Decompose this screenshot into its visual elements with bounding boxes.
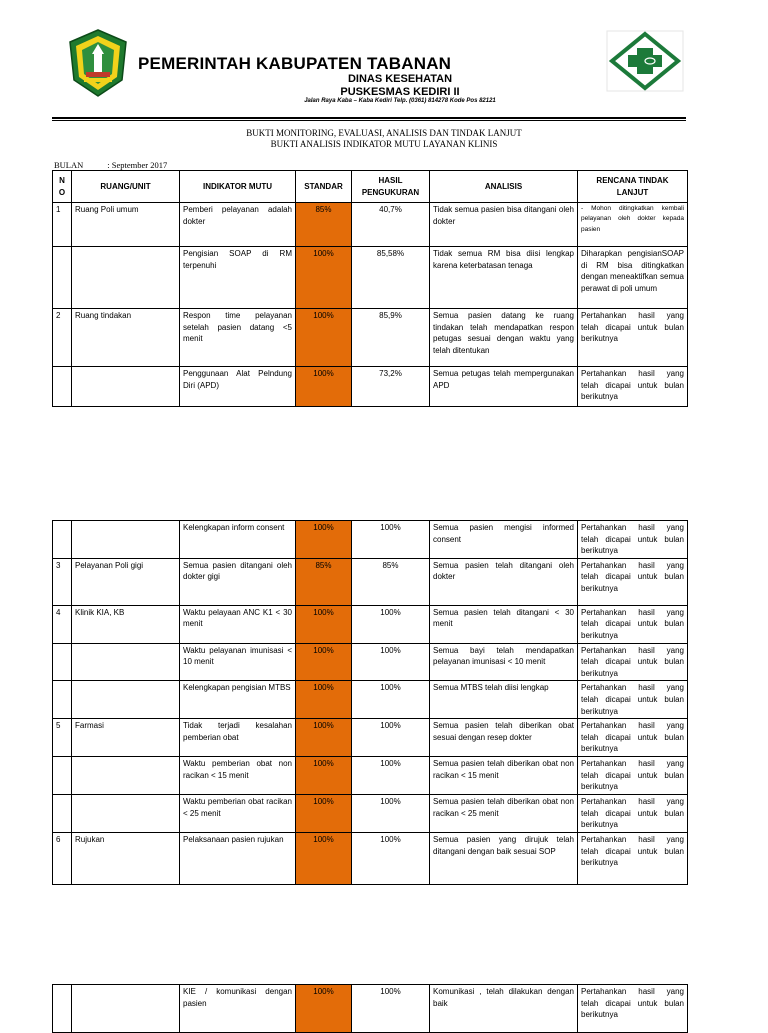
row-no: 3	[53, 558, 72, 605]
table-row	[53, 719, 688, 757]
row-standard: 100%	[296, 247, 352, 309]
address-line: Jalan Raya Kaba – Kaba Kediri Telp. (0361) 814278 Kode Pos 82121	[304, 98, 496, 104]
row-standard: 100%	[296, 719, 352, 757]
table-row	[53, 832, 688, 884]
row-plan: Pertahankan hasil yang telah dicapai untuk bulan berikutnya	[578, 719, 688, 757]
table-row	[53, 985, 688, 1033]
row-unit	[72, 757, 180, 795]
row-result: 100%	[352, 757, 430, 795]
row-plan: Pertahankan hasil yang telah dicapai untuk bulan berikutnya	[578, 794, 688, 832]
row-result: 100%	[352, 681, 430, 719]
row-standard: 100%	[296, 367, 352, 407]
table-row	[53, 794, 688, 832]
row-result: 100%	[352, 521, 430, 559]
row-plan: Pertahankan hasil yang telah dicapai untuk bulan berikutnya	[578, 681, 688, 719]
document-title-1: BUKTI MONITORING, EVALUASI, ANALISIS DAN TINDAK LANJUT	[246, 128, 522, 138]
row-indicator: Pemberi pelayanan adalah dokter	[180, 203, 296, 247]
row-plan: Pertahankan hasil yang telah dicapai untuk bulan berikutnya	[578, 832, 688, 884]
header-result: HASIL PENGUKURAN	[352, 171, 430, 203]
indicator-table-part3	[52, 984, 688, 1033]
table-row	[53, 558, 688, 605]
puskesmas-name: PUSKESMAS KEDIRI II	[340, 86, 460, 98]
month-value: : September 2017	[107, 160, 168, 170]
row-result: 73,2%	[352, 367, 430, 407]
row-analysis: Semua petugas telah mempergunakan APD	[430, 367, 578, 407]
row-no	[53, 681, 72, 719]
row-unit: Farmasi	[72, 719, 180, 757]
row-standard: 100%	[296, 521, 352, 559]
header-plan: RENCANA TINDAK LANJUT	[578, 171, 688, 203]
row-unit	[72, 643, 180, 681]
row-indicator: Waktu pelayanan imunisasi < 10 menit	[180, 643, 296, 681]
row-no: 4	[53, 605, 72, 643]
header-unit: RUANG/UNIT	[72, 171, 180, 203]
row-result: 100%	[352, 794, 430, 832]
row-standard: 100%	[296, 794, 352, 832]
row-plan: Pertahankan hasil yang telah dicapai untuk bulan berikutnya	[578, 558, 688, 605]
row-standard: 85%	[296, 203, 352, 247]
row-standard: 100%	[296, 309, 352, 367]
row-unit	[72, 794, 180, 832]
row-analysis: Semua pasien yang dirujuk telah ditangani dengan baik sesuai SOP	[430, 832, 578, 884]
row-standard: 100%	[296, 605, 352, 643]
table-row	[53, 643, 688, 681]
table-row	[53, 247, 688, 309]
row-indicator: Tidak terjadi kesalahan pemberian obat	[180, 719, 296, 757]
row-plan: Pertahankan hasil yang telah dicapai untuk bulan berikutnya	[578, 757, 688, 795]
row-no: 6	[53, 832, 72, 884]
row-standard: 100%	[296, 757, 352, 795]
row-analysis: Semua MTBS telah diisi lengkap	[430, 681, 578, 719]
row-no: 2	[53, 309, 72, 367]
row-plan: Pertahankan hasil yang telah dicapai untuk bulan berikutnya	[578, 309, 688, 367]
row-standard: 85%	[296, 558, 352, 605]
row-analysis: Semua pasien telah diberikan obat non racikan < 15 menit	[430, 757, 578, 795]
row-plan: Pertahankan hasil yang telah dicapai untuk bulan berikutnya	[578, 985, 688, 1033]
row-analysis: Semua pasien mengisi informed consent	[430, 521, 578, 559]
table-row	[53, 605, 688, 643]
row-analysis: Tidak semua RM bisa diisi lengkap karena keterbatasan tenaga	[430, 247, 578, 309]
row-result: 100%	[352, 985, 430, 1033]
table-row	[53, 203, 688, 247]
row-analysis: Tidak semua pasien bisa ditangani oleh dokter	[430, 203, 578, 247]
row-unit: Pelayanan Poli gigi	[72, 558, 180, 605]
row-indicator: Semua pasien ditangani oleh dokter gigi	[180, 558, 296, 605]
row-plan: Pertahankan hasil yang telah dicapai untuk bulan berikutnya	[578, 643, 688, 681]
government-title: PEMERINTAH KABUPATEN TABANAN	[138, 54, 452, 73]
row-no: 1	[53, 203, 72, 247]
row-result: 100%	[352, 832, 430, 884]
indicator-table-part2	[52, 520, 688, 885]
row-analysis: Semua pasien telah diberikan obat sesuai dengan resep dokter	[430, 719, 578, 757]
row-plan: Diharapkan pengisianSOAP di RM bisa ditingkatkan dengan meneaktifkan semua perawat di poli umum	[578, 247, 688, 309]
row-indicator: KIE / komunikasi dengan pasien	[180, 985, 296, 1033]
row-analysis: Semua pasien telah ditangani < 30 menit	[430, 605, 578, 643]
row-analysis: Komunikasi , telah dilakukan dengan baik	[430, 985, 578, 1033]
table-row	[53, 757, 688, 795]
header-standard: STANDAR	[296, 171, 352, 203]
row-indicator: Pengisian SOAP di RM terpenuhi	[180, 247, 296, 309]
department-name: DINAS KESEHATAN	[347, 73, 453, 85]
row-result: 100%	[352, 643, 430, 681]
row-indicator: Waktu pemberian obat non racikan < 15 menit	[180, 757, 296, 795]
row-plan: - Mohon ditingkatkan kembali pelayanan oleh dokter kepada pasien	[578, 203, 688, 247]
row-standard: 100%	[296, 985, 352, 1033]
row-result: 85,9%	[352, 309, 430, 367]
row-standard: 100%	[296, 832, 352, 884]
table-row	[53, 367, 688, 407]
row-unit	[72, 247, 180, 309]
row-no	[53, 794, 72, 832]
month-label: BULAN	[54, 160, 84, 170]
header-indicator: INDIKATOR MUTU	[180, 171, 296, 203]
row-plan: Pertahankan hasil yang telah dicapai untuk bulan berikutnya	[578, 521, 688, 559]
row-indicator: Waktu pemberian obat racikan < 25 menit	[180, 794, 296, 832]
row-unit	[72, 521, 180, 559]
row-indicator: Waktu pelayaan ANC K1 < 30 menit	[180, 605, 296, 643]
row-result: 100%	[352, 605, 430, 643]
row-indicator: Pelaksanaan pasien rujukan	[180, 832, 296, 884]
document-title-2: BUKTI ANALISIS INDIKATOR MUTU LAYANAN KLINIS	[270, 139, 498, 149]
row-result: 85%	[352, 558, 430, 605]
row-plan: Pertahankan hasil yang telah dicapai untuk bulan berikutnya	[578, 605, 688, 643]
row-result: 40,7%	[352, 203, 430, 247]
row-standard: 100%	[296, 643, 352, 681]
row-indicator: Kelengkapan pengisian MTBS	[180, 681, 296, 719]
row-indicator: Respon time pelayanan setelah pasien datang <5 menit	[180, 309, 296, 367]
row-no	[53, 521, 72, 559]
row-result: 85,58%	[352, 247, 430, 309]
row-analysis: Semua pasien telah diberikan obat non racikan < 25 menit	[430, 794, 578, 832]
header-no: N O	[53, 171, 72, 203]
row-unit: Ruang Poli umum	[72, 203, 180, 247]
header-divider	[52, 117, 686, 121]
row-unit: Klinik KIA, KB	[72, 605, 180, 643]
row-unit	[72, 681, 180, 719]
row-indicator: Penggunaan Alat Pelndung Diri (APD)	[180, 367, 296, 407]
row-indicator: Kelengkapan inform consent	[180, 521, 296, 559]
row-analysis: Semua bayi telah mendapatkan pelayanan imunisasi < 10 menit	[430, 643, 578, 681]
table-row	[53, 681, 688, 719]
table-row	[53, 521, 688, 559]
table-header-row	[53, 171, 688, 203]
puskesmas-logo	[606, 30, 684, 92]
row-no	[53, 985, 72, 1033]
row-no	[53, 367, 72, 407]
row-analysis: Semua pasien telah ditangani oleh dokter	[430, 558, 578, 605]
row-standard: 100%	[296, 681, 352, 719]
row-unit: Ruang tindakan	[72, 309, 180, 367]
row-no	[53, 757, 72, 795]
row-result: 100%	[352, 719, 430, 757]
row-analysis: Semua pasien datang ke ruang tindakan telah mendapatkan respon petugas sesuai dengan waktu yang telah ditentukan	[430, 309, 578, 367]
header-analysis: ANALISIS	[430, 171, 578, 203]
indicator-table-part1	[52, 170, 688, 407]
report-month	[54, 160, 167, 170]
row-plan: Pertahankan hasil yang telah dicapai untuk bulan berikutnya	[578, 367, 688, 407]
table-row	[53, 309, 688, 367]
row-unit	[72, 367, 180, 407]
row-no: 5	[53, 719, 72, 757]
row-no	[53, 643, 72, 681]
row-no	[53, 247, 72, 309]
row-unit: Rujukan	[72, 832, 180, 884]
row-unit	[72, 985, 180, 1033]
